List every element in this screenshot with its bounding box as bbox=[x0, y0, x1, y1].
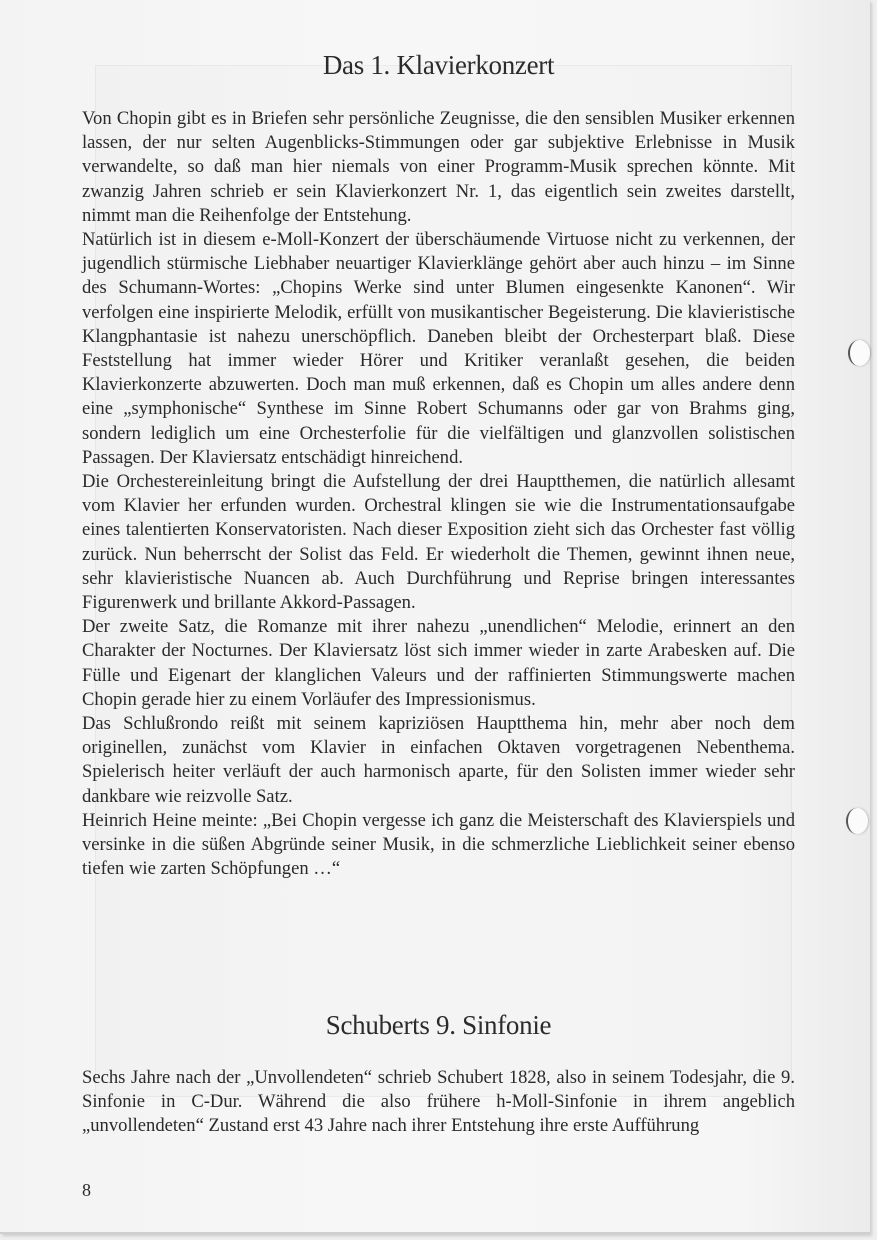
paragraph: Der zweite Satz, die Romanze mit ihrer nahezu „unendlichen“ Melodie, erinnert an den Charakter der Nocturnes. Der Klaviersatz löst sich immer wieder in zarte Arabesken auf. Die Fülle und Eigenart der klanglichen Valeurs und der raffinierten Stimmungswerte machen Chopin gerade hier zu einem Vorläufer des Impressionismus. bbox=[82, 616, 795, 710]
paragraph: Natürlich ist in diesem e-Moll-Konzert der überschäumende Virtuose nicht zu verkennen, der jugendlich stürmische Liebhaber neuartiger Klavierklänge gehört aber auch hinzu – im Sinne des Schumann-Wortes: „Chopins Werke sind unter Blumen eingesenkte Kanonen“. Wir verfolgen eine inspirierte Melodik, erfüllt von musikantischer Begeisterung. Die klavieristische Klangphantasie ist nahezu unerschöpflich. Daneben bleibt der Orchesterpart blaß. Diese Feststellung hat immer wieder Hörer und Kritiker veranlaßt gesehen, die beiden Klavierkonzerte abzuwerten. Doch man muß erkennen, daß es Chopin um alles andere denn eine „symphonische“ Synthese im Sinne Robert Schumanns oder gar von Brahms ging, sondern lediglich um eine Orchesterfolie für die vielfältigen und glanzvollen solistischen Passagen. Der Klaviersatz entschädigt hinreichend. bbox=[82, 229, 795, 468]
page-number: 8 bbox=[82, 1180, 91, 1200]
paragraph: Heinrich Heine meinte: „Bei Chopin vergesse ich ganz die Meisterschaft des Klavierspiels und versinke in die süßen Abgründe seiner Musik, in die schmerzliche Lieblichkeit seiner ebenso tiefen wie zarten Schöpfungen …“ bbox=[82, 809, 795, 880]
paragraph: Die Orchestereinleitung bringt die Aufstellung der drei Hauptthemen, die natürlich allesamt vom Klavier her erfunden wurden. Orchestral klingen sie wie die Instrumentationsaufgabe eines talentierten Konservatoristen. Nach dieser Exposition zieht sich das Orchester fast völlig zurück. Nun beherrscht der Solist das Feld. Er wiederholt die Themen, gewinnt ihnen neue, sehr klavieristische Nuancen ab. Auch Durchführung und Reprise bringen interessantes Figurenwerk und brillante Akkord-Passagen. bbox=[82, 471, 795, 614]
section-body-klavierkonzert bbox=[82, 107, 795, 882]
section-title-schubert: Schuberts 9. Sinfonie bbox=[325, 1010, 552, 1040]
paragraph: Das Schlußrondo reißt mit seinem kapriziösen Hauptthema hin, mehr aber noch dem originellen, zunächst vom Klavier in einfachen Oktaven vorgetragenen Nebenthema. Spielerisch heiter verläuft der auch harmonisch aparte, für den Solisten immer wieder sehr dankbare wie reizvolle Satz. bbox=[82, 713, 795, 807]
punch-hole-icon bbox=[848, 340, 870, 366]
section-title-klavierkonzert: Das 1. Klavierkonzert bbox=[322, 50, 555, 80]
section-body-schubert bbox=[82, 1066, 795, 1139]
paragraph: Sechs Jahre nach der „Unvollendeten“ schrieb Schubert 1828, also in seinem Todesjahr, die 9. Sinfonie in C-Dur. Während die also frühere h-Moll-Sinfonie in ihrem angeblich „unvollendeten“ Zustand erst 43 Jahre nach ihrer Entstehung ihre erste Aufführung bbox=[82, 1067, 795, 1137]
paragraph: Von Chopin gibt es in Briefen sehr persönliche Zeugnisse, die den sensiblen Musiker erkennen lassen, der nur selten Augenblicks-Stimmungen oder gar subjektive Erlebnisse in Musik verwandelte, so daß man hier niemals von einer Programm-Musik sprechen könnte. Mit zwanzig Jahren schrieb er sein Klavierkonzert Nr. 1, das eigentlich sein zweites darstellt, nimmt man die Reihenfolge der Entstehung. bbox=[82, 108, 795, 226]
punch-hole-icon bbox=[846, 808, 868, 834]
